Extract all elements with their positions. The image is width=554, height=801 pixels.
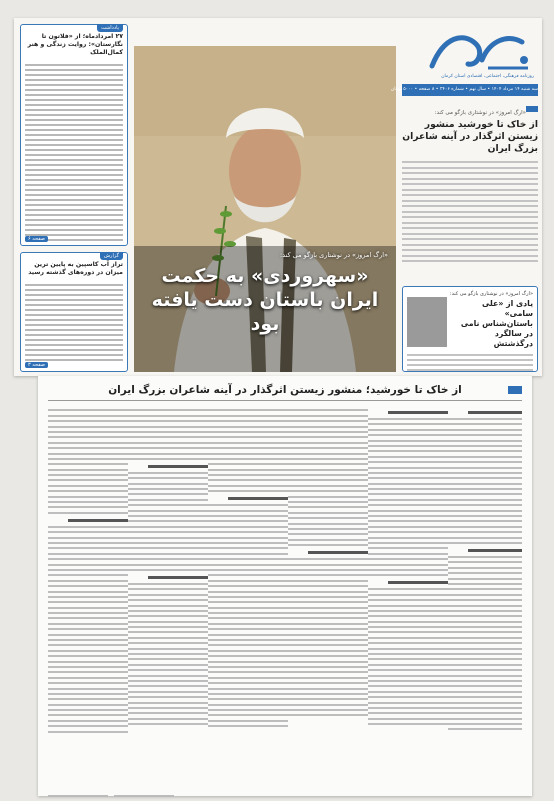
title-divider (48, 400, 522, 401)
article-column (128, 406, 208, 766)
feature-body (402, 161, 538, 262)
mini-kicker: «ارگ امروز» در نوشتاری بازگو می کند: (449, 291, 533, 297)
article-column (48, 406, 128, 766)
inner-article-page (38, 376, 532, 796)
section-marker (526, 106, 538, 112)
mini-article-ali-sami (402, 286, 538, 372)
news-box-caspian (20, 252, 128, 372)
news-box-body (21, 59, 127, 246)
feature-title: از خاک تا خورشید منشور زیستن اثرگذار در آینه شاعران بزرگ ایران (402, 119, 538, 154)
news-box-title: تراز آب کاسپین به پایین ترین میزان در دوره‌های گذشته رسید (28, 261, 123, 276)
news-box-tag: گزارش (100, 252, 123, 260)
article-title: از خاک تا خورشید؛ منشور زیستن اثرگذار در آینه شاعران بزرگ ایران (108, 384, 462, 396)
issue-info-strip: سه شنبه ۱۴ مرداد ۱۴۰۴ • سال نهم • شماره ۲۴۰۶ • ۸ صفحه • ۵۰۰۰ تومان (402, 84, 538, 96)
logo-mark-icon (424, 26, 536, 76)
article-column (288, 406, 368, 766)
mini-title: یادی از «علی سامی» باستان‌شناس نامی در سالگرد درگذشتش (460, 299, 533, 348)
feature-kicker: «ارگ امروز» در نوشتاری بازگو می کند: (434, 110, 526, 116)
photo-headline: «سهروردی» به حکمت ایران باستان دست یافته بود (151, 265, 379, 335)
left-news-column (20, 24, 128, 372)
front-cover-page (14, 18, 542, 376)
newspaper-logo (424, 26, 536, 76)
news-box-body (21, 279, 127, 366)
feature-article (402, 102, 538, 266)
mini-body (407, 351, 533, 374)
article-column (448, 406, 522, 766)
page-footer (48, 782, 522, 788)
portrait-thumbnail (407, 297, 447, 347)
news-box-page-ref: ۶ صفحه (25, 236, 48, 242)
cover-photo (134, 46, 396, 372)
photo-kicker: «ارگ امروز» در نوشتاری بازگو می کند: (279, 251, 388, 259)
news-box-title: ۲۷ امردادماه؛ از «فلاتون تا نگارستان»: روایت زندگی و هنر کمال‌الملک (27, 33, 123, 56)
masthead-column (390, 24, 538, 372)
article-column (208, 406, 288, 766)
news-box-kamal-ol-molk (20, 24, 128, 246)
news-box-page-ref: ۳ صفحه (25, 362, 48, 368)
article-column (368, 406, 448, 766)
masthead-subtitle: روزنامه فرهنگی، اجتماعی، اقتصادی استان کرمان (441, 74, 534, 79)
news-box-tag: یادداشت (97, 24, 123, 32)
